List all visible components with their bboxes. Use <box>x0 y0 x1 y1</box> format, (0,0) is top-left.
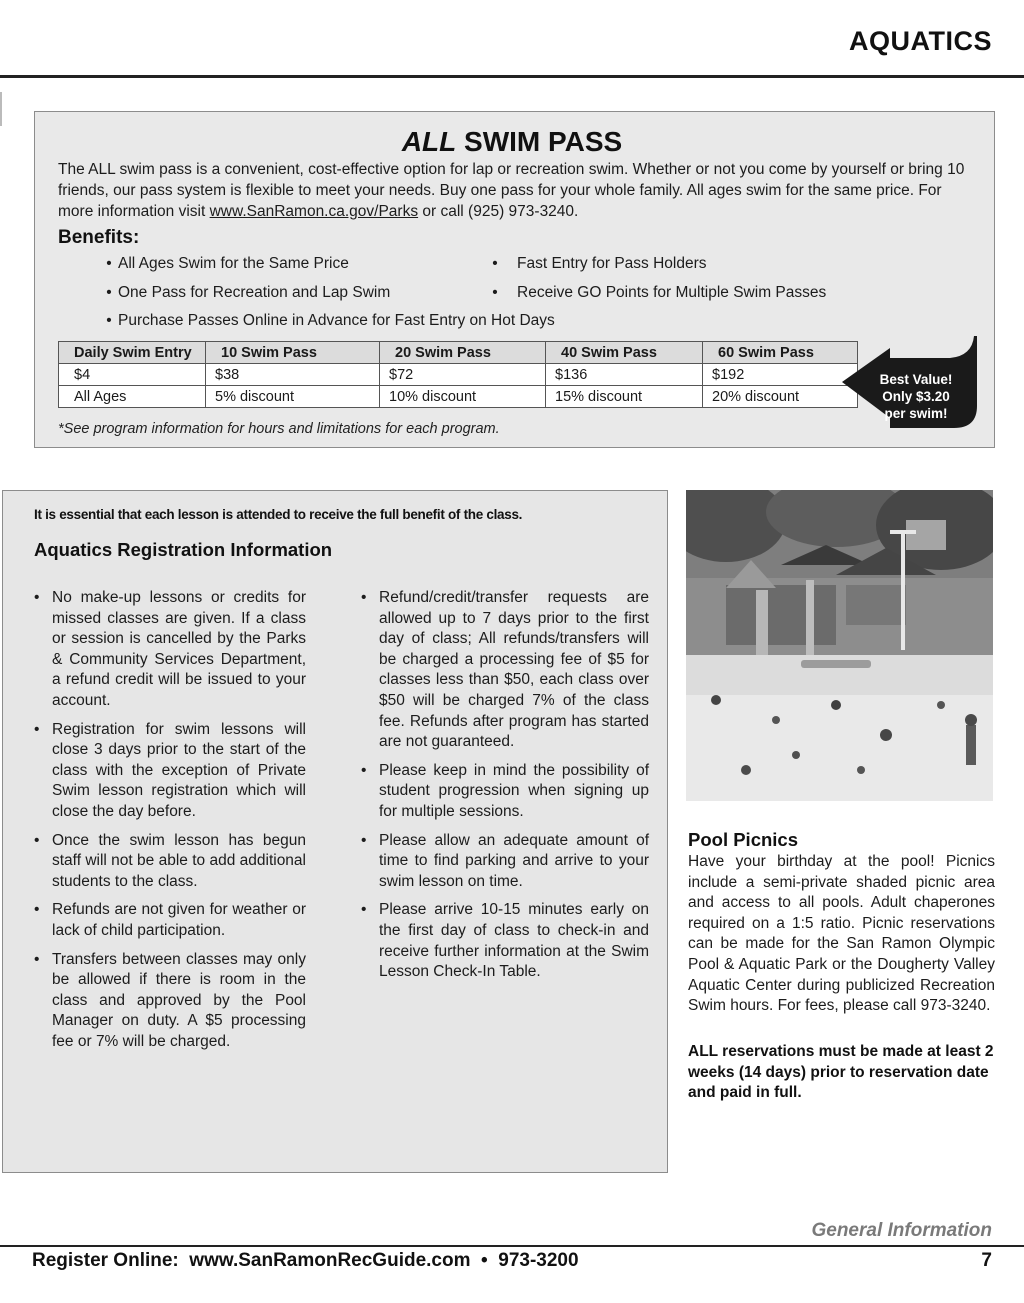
table-cell: $72 <box>380 364 546 386</box>
benefit-item: • All Ages Swim for the Same Price <box>106 255 349 272</box>
table-cell: $136 <box>546 364 703 386</box>
benefits-heading: Benefits: <box>58 227 140 248</box>
description-tail: or call (925) 973-3240. <box>418 203 579 220</box>
list-item: • Please keep in mind the possibility of student progression when signing up for multiple sessions. <box>361 761 649 820</box>
table-cell: 5% discount <box>206 386 380 408</box>
table-cell: $4 <box>59 364 206 386</box>
table-header-row <box>59 342 858 364</box>
margin-mark <box>0 92 2 126</box>
benefit-text: One Pass for Recreation and Lap Swim <box>118 284 391 301</box>
registration-heading: Aquatics Registration Information <box>34 539 333 560</box>
swim-pass-table <box>58 341 858 408</box>
list-item-text: Please keep in mind the possibility of student progression when signing up for multiple sessions. <box>379 761 649 820</box>
list-item-text: Refund/credit/transfer requests are allowed up to 7 days prior to the first day of class; All refunds/transfers will be charged a processing fee of $5 for classes less than $50, each class over $50 will be charged 7% of the class fee. Refunds after program has started are not guaranteed. <box>379 589 649 751</box>
benefit-item: • Purchase Passes Online in Advance for Fast Entry on Hot Days <box>106 312 555 329</box>
best-value-line: Only $3.20 <box>882 389 950 404</box>
footer-rule <box>0 1245 1024 1247</box>
section-title: AQUATICS <box>849 26 992 56</box>
registration-left-column <box>34 588 306 1060</box>
reservation-note: ALL reservations must be made at least 2 weeks (14 days) prior to reservation date and paid in full. <box>688 1043 994 1102</box>
header-rule <box>0 75 1024 78</box>
registration-right-column <box>361 588 649 991</box>
benefit-item: • Fast Entry for Pass Holders <box>492 255 707 272</box>
best-value-line: Best Value! <box>879 372 953 387</box>
list-item-text: Refunds are not given for weather or lack of child participation. <box>52 901 306 939</box>
footer-register-online: Register Online: www.SanRamonRecGuide.com • 973-3200 <box>32 1250 579 1271</box>
list-item-text: Transfers between classes may only be allowed if there is room in the class and approved by the Pool Manager on duty. A $5 processing fee or 7% will be charged. <box>52 950 306 1050</box>
benefit-text: All Ages Swim for the Same Price <box>118 255 349 272</box>
list-item-text: Once the swim lesson has begun staff will not be able to add additional students to the class. <box>52 831 306 890</box>
table-cell: 15% discount <box>546 386 703 408</box>
description-text: The ALL swim pass is a convenient, cost-effective option for lap or recreation swim. Whether or not you come by yourself or bring 10 friends, our pass system is flexible to meet your needs. Buy one pass for your whole family. All ages swim for the same price. For more information visit <box>58 161 965 220</box>
swim-pass-footnote: *See program information for hours and limitations for each program. <box>58 421 500 437</box>
best-value-line: per swim! <box>884 406 948 421</box>
attendance-note: It is essential that each lesson is attended to receive the full benefit of the class. <box>34 507 523 522</box>
table-header-cell: 20 Swim Pass <box>380 342 546 364</box>
aquatic-park-photo <box>686 490 993 801</box>
table-cell: All Ages <box>59 386 206 408</box>
list-item: • Refunds are not given for weather or lack of child participation. <box>34 901 306 939</box>
table-header-cell: 40 Swim Pass <box>546 342 703 364</box>
benefit-item: • One Pass for Recreation and Lap Swim <box>106 284 391 301</box>
list-item: • Once the swim lesson has begun staff will not be able to add additional students to the class. <box>34 831 306 890</box>
table-header-cell: 10 Swim Pass <box>206 342 380 364</box>
swim-pass-title-italic: ALL <box>401 126 457 157</box>
table-row <box>59 364 858 386</box>
list-item: • Registration for swim lessons will close 3 days prior to the start of the class with the exception of Private Swim lesson registration which will close the day before. <box>34 720 306 820</box>
pool-picnics-title: Pool Picnics <box>688 829 799 850</box>
table-cell: $192 <box>703 364 858 386</box>
list-item-text: Please allow an adequate amount of time to find parking and arrive to your swim lesson on time. <box>379 831 649 890</box>
swim-pass-title <box>0 126 1024 158</box>
list-item-text: No make-up lessons or credits for missed classes are given. If a class or session is cancelled by the Parks & Community Services Department, a refund credit will be issued to your account. <box>52 589 306 709</box>
benefit-item: • Receive GO Points for Multiple Swim Passes <box>492 284 827 301</box>
page-number: 7 <box>981 1250 992 1271</box>
table-header-cell: Daily Swim Entry <box>59 342 206 364</box>
footer-section-label: General Information <box>811 1220 992 1241</box>
best-value-callout <box>858 371 974 422</box>
list-item: • No make-up lessons or credits for missed classes are given. If a class or session is cancelled by the Parks & Community Services Department, a refund credit will be issued to your account. <box>34 589 306 709</box>
parks-link[interactable]: www.SanRamon.ca.gov/Parks <box>209 203 419 220</box>
table-cell: 10% discount <box>380 386 546 408</box>
table-header-cell: 60 Swim Pass <box>703 342 858 364</box>
swim-pass-title-rest: SWIM PASS <box>456 126 623 157</box>
pool-picnics-text: Have your birthday at the pool! Picnics include a semi-private shaded picnic area and access to all pools. Adult chaperones required on a 1:5 ratio. Picnic reservations can be made for the San Ramon Olympic Pool & Aquatic Park or the Dougherty Valley Aquatic Center during publicized Recreation Swim hours. For fees, please call 973-3240. <box>688 853 995 1015</box>
table-cell: $38 <box>206 364 380 386</box>
table-cell: 20% discount <box>703 386 858 408</box>
benefit-text: Fast Entry for Pass Holders <box>517 255 707 272</box>
list-item: • Please allow an adequate amount of time to find parking and arrive to your swim lesson on time. <box>361 831 649 890</box>
table-row <box>59 386 858 408</box>
list-item-text: Registration for swim lessons will close 3 days prior to the start of the class with the exception of Private Swim lesson registration which will close the day before. <box>52 720 306 820</box>
benefit-text: Receive GO Points for Multiple Swim Passes <box>517 284 827 301</box>
list-item: • Refund/credit/transfer requests are allowed up to 7 days prior to the first day of class; All refunds/transfers will be charged a processing fee of $5 for classes less than $50, each class over $50 will be charged 7% of the class fee. Refunds after program has started are not guaranteed. <box>361 589 649 751</box>
list-item: • Transfers between classes may only be allowed if there is room in the class and approved by the Pool Manager on duty. A $5 processing fee or 7% will be charged. <box>34 950 306 1050</box>
swim-pass-description <box>58 159 976 222</box>
list-item-text: Please arrive 10-15 minutes early on the first day of class to check-in and receive further information at the Swim Lesson Check-In Table. <box>379 901 649 981</box>
list-item: • Please arrive 10-15 minutes early on the first day of class to check-in and receive further information at the Swim Lesson Check-In Table. <box>361 901 649 981</box>
benefit-text: Purchase Passes Online in Advance for Fast Entry on Hot Days <box>118 312 555 329</box>
